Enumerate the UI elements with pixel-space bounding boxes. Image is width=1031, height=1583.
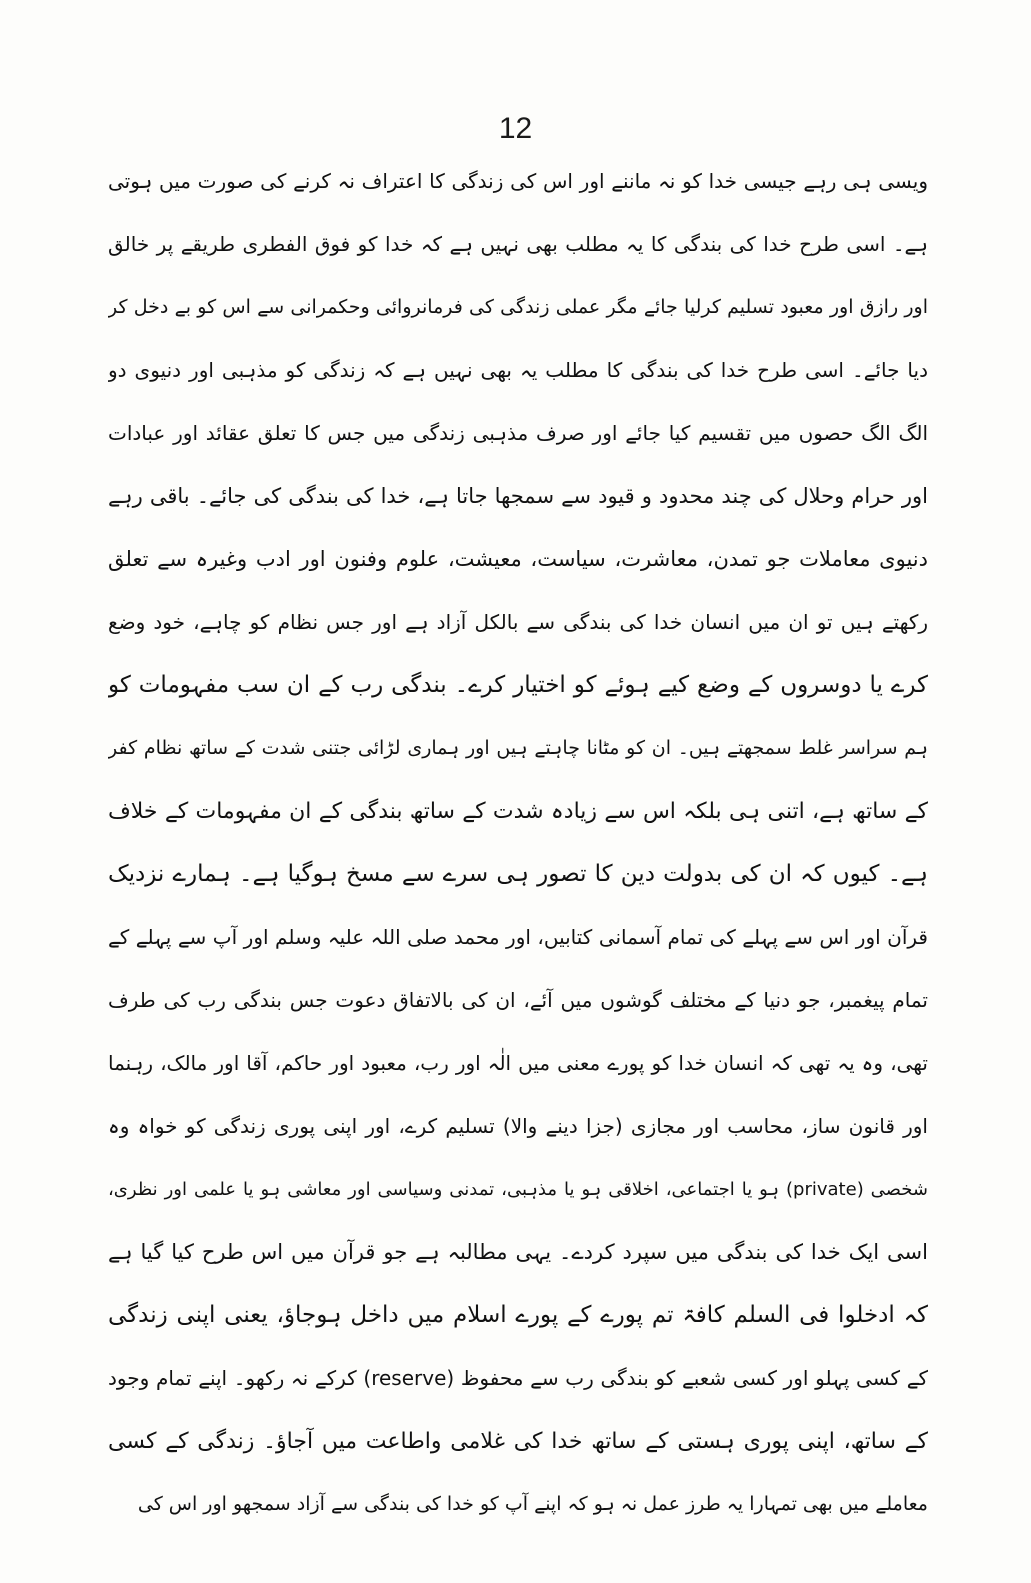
text-line: ہے۔ کیوں کہ ان کی بدولت دین کا تصور ہی سرے سے مسخ ہوگیا ہے۔ ہمارے نزدیک — [108, 861, 928, 887]
text-line: اور حرام وحلال کی چند محدود و قیود سے سمجھا جاتا ہے، خدا کی بندگی کی جائے۔ باقی رہے — [108, 484, 928, 508]
text-line: شخصی (private) ہو یا اجتماعی، اخلاقی ہو یا مذہبی، تمدنی وسیاسی اور معاشی ہو یا علمی اور نظری، — [108, 1179, 928, 1200]
text-line: قرآن اور اس سے پہلے کی تمام آسمانی کتابیں، اور محمد صلی اللہ علیہ وسلم اور آپ سے پہلے کے — [108, 925, 928, 949]
text-line: اسی ایک خدا کی بندگی میں سپرد کردے۔ یہی مطالبہ ہے جو قرآن میں اس طرح کیا گیا ہے — [108, 1240, 928, 1264]
text-line: ہم سراسر غلط سمجھتے ہیں۔ ان کو مٹانا چاہتے ہیں اور ہماری لڑائی جتنی شدت کے ساتھ نظام کفر — [108, 737, 928, 759]
text-line: اور رازق اور معبود تسلیم کرلیا جائے مگر عملی زندگی کی فرمانروائی وحکمرانی سے اس کو بے دخل کر — [108, 296, 928, 318]
text-line: دنیوی معاملات جو تمدن، معاشرت، سیاست، معیشت، علوم وفنون اور ادب وغیرہ سے تعلق — [108, 547, 928, 571]
text-line: معاملے میں بھی تمہارا یہ طرز عمل نہ ہو کہ اپنے آپ کو خدا کی بندگی سے آزاد سمجھو اور اس کی — [137, 1493, 928, 1515]
text-line: کرے یا دوسروں کے وضع کیے ہوئے کو اختیار کرے۔ بندگی رب کے ان سب مفہومات کو — [108, 672, 928, 698]
text-line: دیا جائے۔ اسی طرح خدا کی بندگی کا مطلب یہ بھی نہیں ہے کہ زندگی کو مذہبی اور دنیوی دو — [108, 358, 928, 382]
text-line: کے ساتھ ہے، اتنی ہی بلکہ اس سے زیادہ شدت کے ساتھ بندگی کے ان مفہومات کے خلاف — [108, 799, 928, 824]
text-line: ویسی ہی رہے جیسی خدا کو نہ ماننے اور اس کی زندگی کا اعتراف نہ کرنے کی صورت میں ہوتی — [108, 169, 928, 193]
urdu-text-block — [108, 150, 928, 1536]
text-line: اور قانون ساز، محاسب اور مجازی (جزا دینے والا) تسلیم کرے، اور اپنی پوری زندگی کو خواہ وہ — [108, 1114, 928, 1138]
text-line: کے ساتھ، اپنی پوری ہستی کے ساتھ خدا کی غلامی واطاعت میں آجاؤ۔ زندگی کے کسی — [108, 1429, 928, 1454]
page-number: 12 — [498, 112, 533, 145]
text-line: رکھتے ہیں تو ان میں انسان خدا کی بندگی سے بالکل آزاد ہے اور جس نظام کو چاہے، خود وضع — [108, 610, 928, 634]
text-line: تمام پیغمبر، جو دنیا کے مختلف گوشوں میں آئے، ان کی بالاتفاق دعوت جس بندگی رب کی طرف — [108, 988, 928, 1012]
text-line: کے کسی پہلو اور کسی شعبے کو بندگی رب سے محفوظ (reserve) کرکے نہ رکھو۔ اپنے تمام وجود — [108, 1366, 928, 1390]
text-line: ہے۔ اسی طرح خدا کی بندگی کا یہ مطلب بھی نہیں ہے کہ خدا کو فوق الفطری طریقے پر خالق — [108, 232, 928, 256]
text-line: کہ ادخلوا فی السلم کافۃ تم پورے کے پورے اسلام میں داخل ہوجاؤ، یعنی اپنی زندگی — [108, 1302, 928, 1328]
text-line: تھی، وہ یہ تھی کہ انسان خدا کو پورے معنی میں الٰہ اور رب، معبود اور حاکم، آقا اور مالک، رہنما — [108, 1051, 928, 1075]
text-line: الگ الگ حصوں میں تقسیم کیا جائے اور صرف مذہبی زندگی میں جس کا تعلق عقائد اور عبادات — [108, 421, 928, 445]
